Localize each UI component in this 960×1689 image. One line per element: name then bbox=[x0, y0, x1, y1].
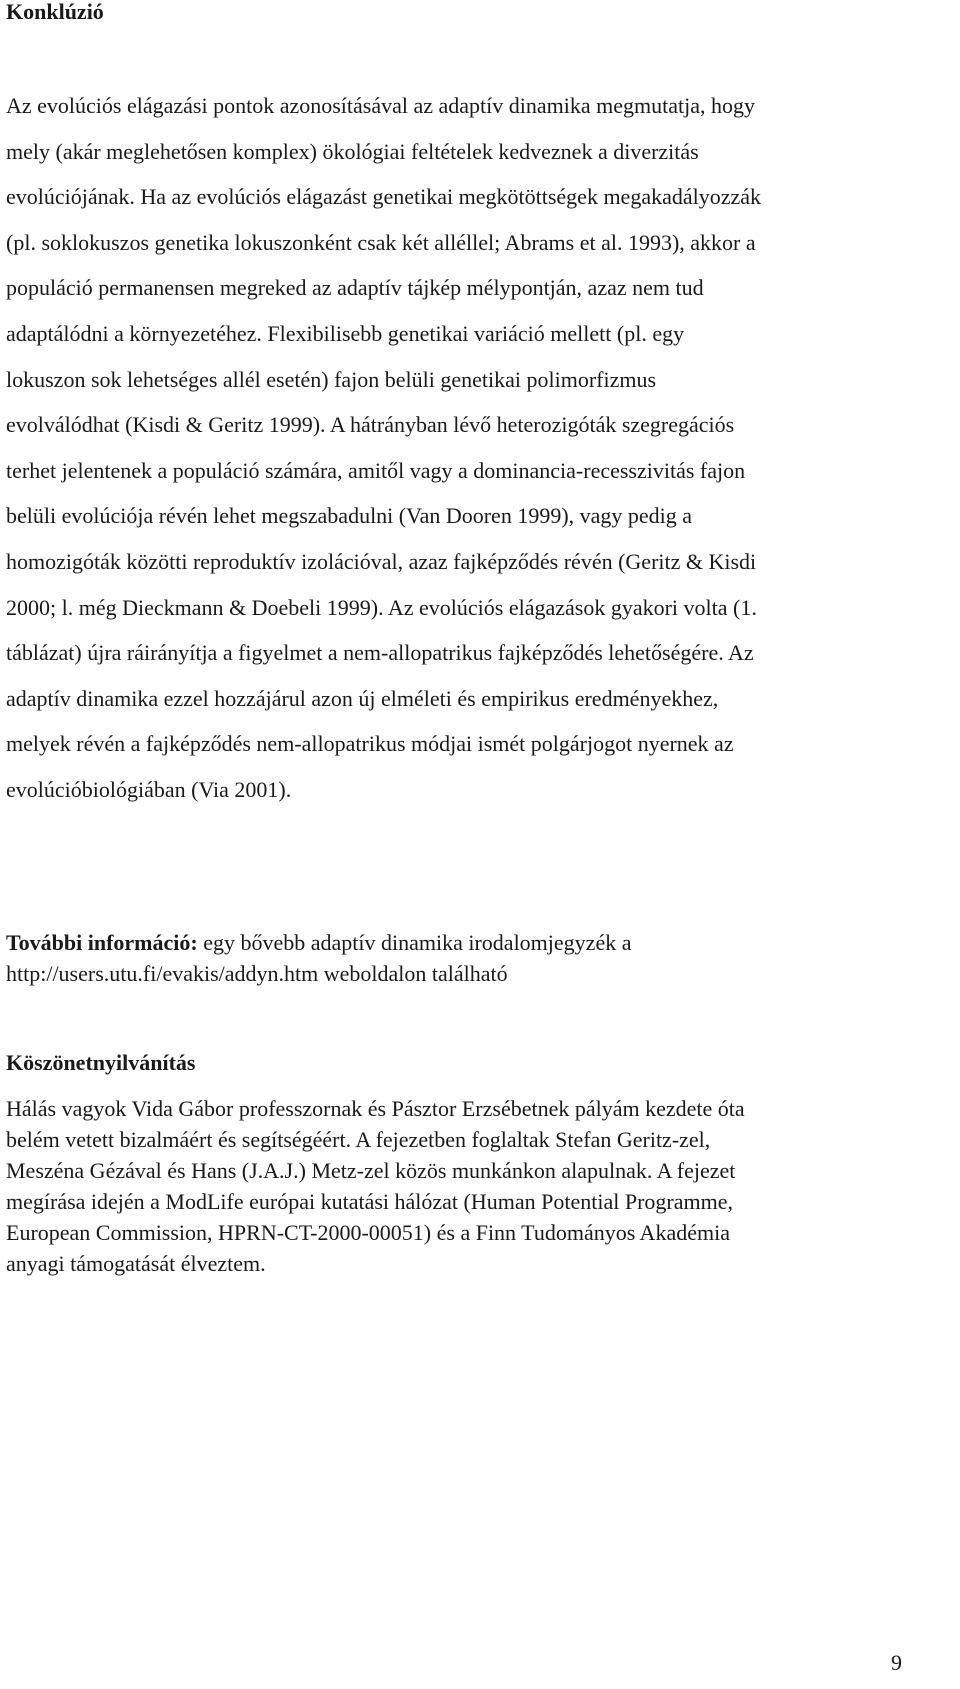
ack-line: Meszéna Gézával és Hans (J.A.J.) Metz-zel közös munkánkon alapulnak. A fejezet bbox=[6, 1158, 736, 1183]
ack-line: European Commission, HPRN-CT-2000-00051) és a Finn Tudományos Akadémia bbox=[6, 1220, 730, 1245]
paragraph-line: 2000; l. még Dieckmann & Doebeli 1999). Az evolúciós elágazások gyakori volta (1. bbox=[6, 594, 757, 620]
info-url-line: http://users.utu.fi/evakis/addyn.htm weboldalon található bbox=[6, 961, 508, 986]
paragraph-line: populáció permanensen megreked az adaptív tájkép mélypontján, azaz nem tud bbox=[6, 275, 704, 301]
ack-line: anyagi támogatását élveztem. bbox=[6, 1251, 266, 1276]
info-line bbox=[6, 927, 956, 958]
info-label: További információ: bbox=[6, 930, 198, 955]
section-heading-acknowledgements: Köszönetnyilvánítás bbox=[6, 1050, 196, 1075]
main-paragraph bbox=[6, 83, 956, 813]
ack-line: megírása idején a ModLife európai kutatási hálózat (Human Potential Programme, bbox=[6, 1189, 733, 1214]
ack-line: Hálás vagyok Vida Gábor professzornak és Pásztor Erzsébetnek pályám kezdete óta bbox=[6, 1096, 745, 1121]
paragraph-line: adaptálódni a környezetéhez. Flexibilisebb genetikai variáció mellett (pl. egy bbox=[6, 320, 685, 346]
paragraph-line: homozigóták közötti reproduktív izolációval, azaz fajképződés révén (Geritz & Kisdi bbox=[6, 548, 757, 574]
paragraph-line: táblázat) újra ráirányítja a figyelmet a nem-allopatrikus fajképződés lehetőségére. Az bbox=[6, 640, 754, 666]
further-information bbox=[6, 927, 956, 989]
info-text: egy bővebb adaptív dinamika irodalomjegyzék a bbox=[197, 930, 632, 955]
acknowledgements-paragraph bbox=[6, 1093, 956, 1279]
page-number: 9 bbox=[891, 1650, 902, 1675]
paragraph-line: melyek révén a fajképződés nem-allopatrikus módjai ismét polgárjogot nyernek az bbox=[6, 731, 734, 757]
paragraph-line: terhet jelentenek a populáció számára, amitől vagy a dominancia-recesszivitás fajon bbox=[6, 457, 746, 483]
paragraph-line: evolválódhat (Kisdi & Geritz 1999). A hátrányban lévő heterozigóták szegregációs bbox=[6, 412, 735, 438]
paragraph-line: belüli evolúciója révén lehet megszabadulni (Van Dooren 1999), vagy pedig a bbox=[6, 503, 693, 529]
paragraph-line: evolúciójának. Ha az evolúciós elágazást genetikai megkötöttségek megakadályozzák bbox=[6, 184, 762, 210]
paragraph-line: mely (akár meglehetősen komplex) ökológiai feltételek kedveznek a diverzitás bbox=[6, 138, 699, 164]
paragraph-line: evolúcióbiológiában (Via 2001). bbox=[6, 776, 292, 802]
ack-line: belém vetett bizalmáért és segítségéért. A fejezetben foglaltak Stefan Geritz-zel, bbox=[6, 1127, 711, 1152]
section-heading-konkluzio: Konklúzió bbox=[6, 0, 104, 24]
paragraph-line: lokuszon sok lehetséges allél esetén) fajon belüli genetikai polimorfizmus bbox=[6, 366, 657, 392]
paragraph-line: Az evolúciós elágazási pontok azonosításával az adaptív dinamika megmutatja, hogy bbox=[6, 93, 755, 118]
paragraph-line: adaptív dinamika ezzel hozzájárul azon új elméleti és empirikus eredményekhez, bbox=[6, 685, 719, 711]
paragraph-line: (pl. soklokuszos genetika lokuszonként csak két alléllel; Abrams et al. 1993), akkor a bbox=[6, 229, 756, 255]
